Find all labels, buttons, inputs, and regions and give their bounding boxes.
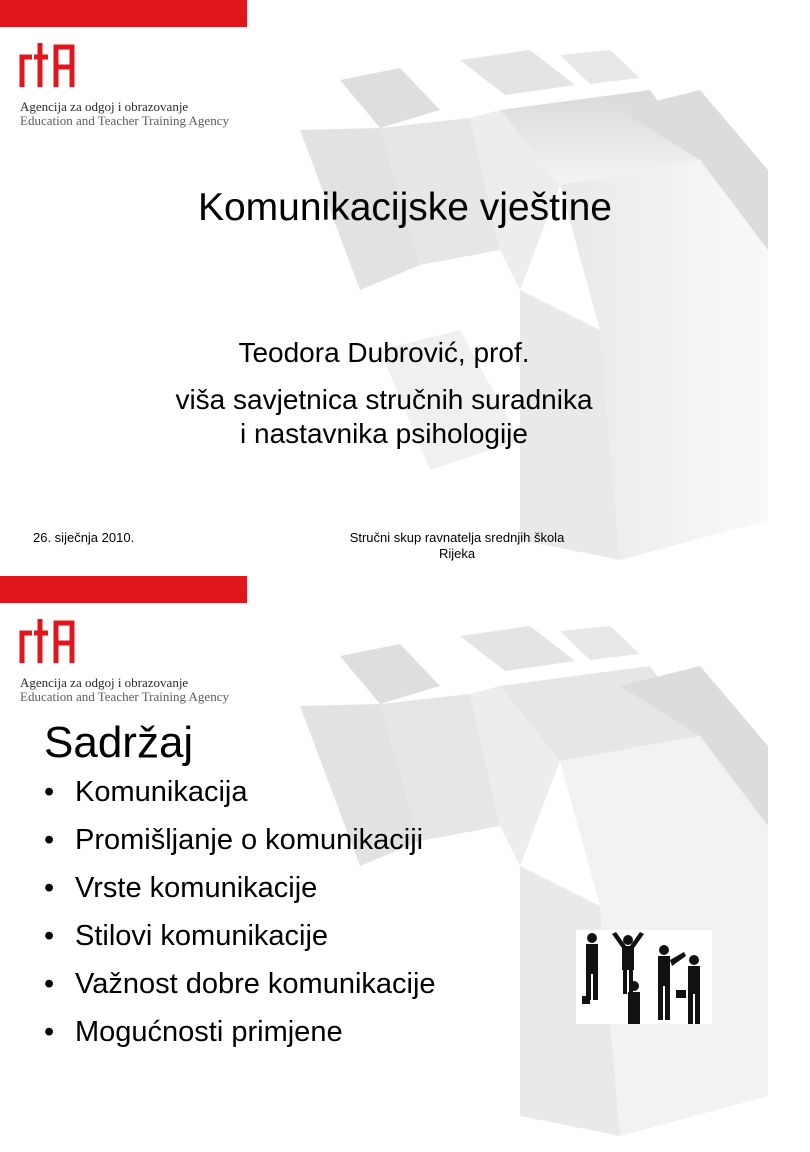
agency-name-en: Education and Teacher Training Agency [20, 689, 229, 704]
list-item [44, 912, 436, 960]
list-item [44, 816, 436, 864]
bullet: • [44, 1016, 55, 1048]
agency-name [20, 100, 229, 128]
contents-title: Sadržaj [44, 718, 194, 767]
list-item-label: Mogućnosti primjene [75, 1016, 343, 1048]
author-name: Teodora Dubrović, prof. [238, 337, 530, 368]
contents-list [44, 768, 436, 1056]
agency-name-hr: Agencija za odgoj i obrazovanje [20, 675, 189, 690]
author-block [0, 336, 768, 464]
author-role-line-1: viša savjetnica stručnih suradnika [175, 384, 593, 415]
bullet: • [44, 776, 55, 808]
agency-name [20, 676, 229, 704]
contents-slide [0, 576, 768, 1048]
list-item [44, 960, 436, 1008]
bullet: • [44, 872, 55, 904]
agency-name-hr: Agencija za odgoj i obrazovanje [20, 99, 189, 114]
footer-event [318, 530, 596, 562]
brand-bar [0, 0, 247, 27]
agency-logo-icon [18, 43, 76, 87]
bullet: • [44, 920, 55, 952]
slide-title: Komunikacijske vještine [197, 186, 612, 229]
list-item-label: Promišljanje o komunikaciji [75, 824, 424, 856]
agency-name-en: Education and Teacher Training Agency [20, 113, 229, 128]
title-slide [0, 0, 768, 576]
bullet: • [44, 824, 55, 856]
author-role-line-2: i nastavnika psihologije [240, 418, 528, 449]
list-item-label: Komunikacija [75, 776, 248, 808]
footer-date: 26. siječnja 2010. [33, 530, 135, 545]
business-people-silhouettes-icon [576, 930, 712, 1024]
business-people-image [576, 930, 712, 1024]
event-name: Stručni skup ravnatelja srednjih škola [349, 530, 565, 545]
list-item-label: Važnost dobre komunikacije [75, 968, 436, 1000]
stairs-background [0, 0, 768, 576]
list-item [44, 768, 436, 816]
list-item-label: Stilovi komunikacije [75, 920, 329, 952]
list-item [44, 864, 436, 912]
brand-bar [0, 576, 247, 603]
list-item [44, 1008, 436, 1056]
agency-logo-icon [18, 619, 76, 663]
event-location: Rijeka [438, 546, 476, 561]
list-item-label: Vrste komunikacije [75, 872, 318, 904]
bullet: • [44, 968, 55, 1000]
